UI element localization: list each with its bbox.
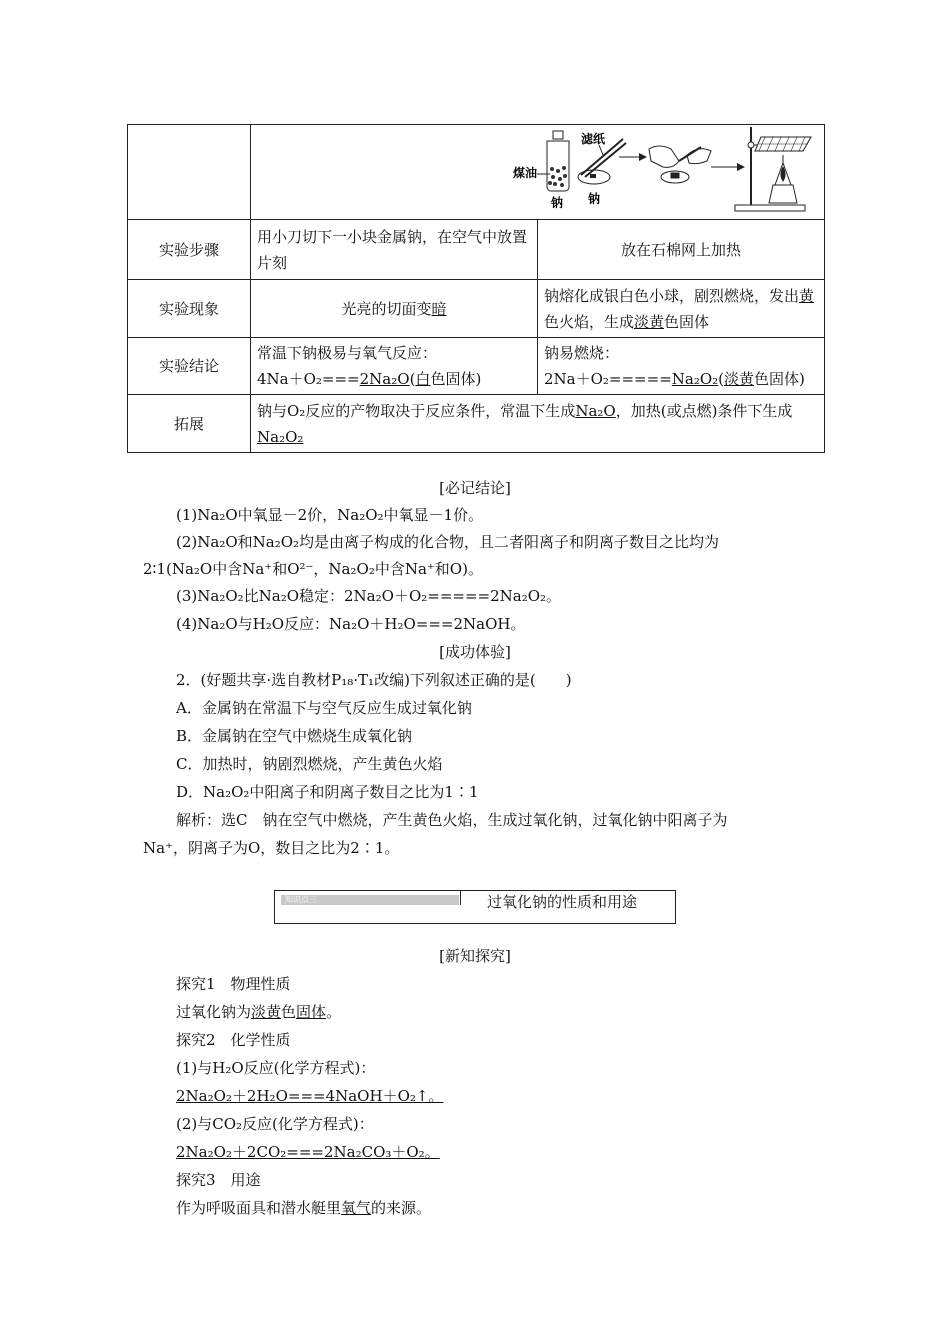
text: ( xyxy=(718,370,725,388)
subsection-title: 探究2 化学性质 xyxy=(176,1031,291,1049)
cell-extension xyxy=(251,395,825,453)
iron-stand-icon xyxy=(735,127,811,211)
paragraph xyxy=(176,1002,341,1022)
equation xyxy=(257,366,531,392)
section-heading: [必记结论] xyxy=(439,479,511,497)
section-heading: [新知探究] xyxy=(439,947,511,965)
figure-row xyxy=(128,125,825,220)
cell-phenomenon-left xyxy=(251,280,538,338)
text: 钠易燃烧： xyxy=(544,344,620,362)
answer-blank: 淡黄 xyxy=(251,1003,282,1021)
option-c: C．加热时，钠剧烈燃烧，产生黄色火焰 xyxy=(176,755,443,773)
text: 色火焰，生成 xyxy=(544,312,635,331)
paragraph: (2)与CO₂反应(化学方程式)： xyxy=(176,1115,374,1133)
answer-blank: 固体 xyxy=(296,1003,327,1021)
arrow-right-icon xyxy=(711,163,745,171)
section-heading: [成功体验] xyxy=(439,643,511,661)
subsection-title: 探究1 物理性质 xyxy=(176,975,291,993)
row-label: 实验现象 xyxy=(128,280,251,338)
paragraph: (2)Na₂O和Na₂O₂均是由离子构成的化合物，且二者阳离子和阴离子数目之比均为 xyxy=(176,533,720,551)
cell-phenomenon-right xyxy=(538,280,825,338)
text: ( xyxy=(409,370,416,388)
table-row-phenomenon xyxy=(128,280,825,338)
divider xyxy=(460,891,461,905)
hand-cutting-icon xyxy=(649,146,711,183)
equation-answer: 2Na₂O₂＋2H₂O===4NaOH＋O₂↑。 xyxy=(176,1087,444,1105)
text: 4Na＋O₂=== xyxy=(257,370,360,388)
apparatus-illustration xyxy=(251,125,825,219)
text: 色 xyxy=(281,1003,297,1021)
text: 的来源。 xyxy=(371,1199,432,1217)
subsection-title: 探究3 用途 xyxy=(176,1171,261,1189)
text: 。 xyxy=(326,1003,342,1021)
paragraph xyxy=(176,1198,431,1218)
answer-explanation: 解析：选C 钠在空气中燃烧，产生黄色火焰，生成过氧化钠，过氧化钠中阳离子为 xyxy=(176,811,728,829)
experiment-table xyxy=(127,124,825,453)
figure-row-label-cell xyxy=(128,125,251,220)
text: 色固体) xyxy=(430,370,482,388)
text: 常温下钠极易与氧气反应： xyxy=(257,344,438,362)
option-d: D．Na₂O₂中阳离子和阴离子数目之比为1∶1 xyxy=(176,783,479,801)
kerosene-label: 煤油 xyxy=(513,166,538,180)
cell-conclusion-right xyxy=(538,338,825,395)
answer-blank: Na₂O₂ xyxy=(257,427,304,446)
text: 色固体) xyxy=(754,370,805,388)
option-b: B．金属钠在空气中燃烧生成氧化钠 xyxy=(176,727,413,745)
answer-blank: 白 xyxy=(415,370,431,388)
paragraph: 2∶1(Na₂O中含Na⁺和O²⁻，Na₂O₂中含Na⁺和O)。 xyxy=(143,560,483,578)
equation xyxy=(544,366,818,392)
text: 钠与O₂反应的产物取决于反应条件，常温下生成 xyxy=(257,401,576,420)
text: ，加热(或点燃)条件下生成 xyxy=(615,401,793,420)
table-row-extension xyxy=(128,395,825,453)
answer-explanation-cont: Na⁺，阴离子为O，数目之比为2∶1。 xyxy=(143,839,400,857)
knowledge-point-title: 过氧化钠的性质和用途 xyxy=(487,893,638,911)
apparatus-figure-cell xyxy=(251,125,825,220)
row-label: 拓展 xyxy=(128,395,251,453)
text: 作为呼吸面具和潜水艇里 xyxy=(176,1199,342,1217)
row-label: 实验步骤 xyxy=(128,220,251,280)
text: 色固体 xyxy=(664,312,710,331)
answer-blank: Na₂O₂ xyxy=(671,370,719,388)
option-a: A．金属钠在常温下与空气反应生成过氧化钠 xyxy=(176,699,472,717)
equation-answer: 2Na₂O₂＋2CO₂===2Na₂CO₃＋O₂。 xyxy=(176,1143,440,1161)
paragraph: (1)Na₂O中氧显－2价，Na₂O₂中氧显－1价。 xyxy=(176,506,484,524)
knowledge-point-tag: 知识点三 xyxy=(281,895,459,905)
sodium-label-2: 钠 xyxy=(588,192,601,206)
cell-steps-left: 用小刀切下一小块金属钠，在空气中放置片刻 xyxy=(251,220,538,280)
text: 光亮的切面变 xyxy=(341,299,432,318)
answer-blank: 淡黄 xyxy=(724,370,755,388)
answer-blank: 暗 xyxy=(431,299,447,318)
paragraph: (3)Na₂O₂比Na₂O稳定：2Na₂O＋O₂=====2Na₂O₂。 xyxy=(176,587,562,605)
question: 2．(好题共享·选自教材P₁₈·T₁改编)下列叙述正确的是( ) xyxy=(176,671,572,689)
kerosene-bottle-icon xyxy=(547,131,569,191)
knowledge-point-box xyxy=(274,890,676,924)
arrow-right-icon xyxy=(619,153,647,161)
answer-blank: 2Na₂O xyxy=(359,370,410,388)
answer-blank: Na₂O xyxy=(575,401,616,420)
table-row-conclusion xyxy=(128,338,825,395)
sodium-label-1: 钠 xyxy=(551,196,564,210)
text: 过氧化钠为 xyxy=(176,1003,252,1021)
answer-blank: 黄 xyxy=(799,286,815,305)
paragraph: (4)Na₂O与H₂O反应：Na₂O＋H₂O===2NaOH。 xyxy=(176,615,526,633)
cell-steps-right: 放在石棉网上加热 xyxy=(538,220,825,280)
paragraph: (1)与H₂O反应(化学方程式)： xyxy=(176,1059,376,1077)
table-row-steps xyxy=(128,220,825,280)
row-label: 实验结论 xyxy=(128,338,251,395)
text: 2Na＋O₂===== xyxy=(544,370,672,388)
filter-paper-label: 滤纸 xyxy=(581,132,606,146)
answer-blank: 氧气 xyxy=(341,1199,372,1217)
answer-blank: 淡黄 xyxy=(634,312,665,331)
text: 钠熔化成银白色小球，剧烈燃烧，发出 xyxy=(544,286,800,305)
cell-conclusion-left xyxy=(251,338,538,395)
